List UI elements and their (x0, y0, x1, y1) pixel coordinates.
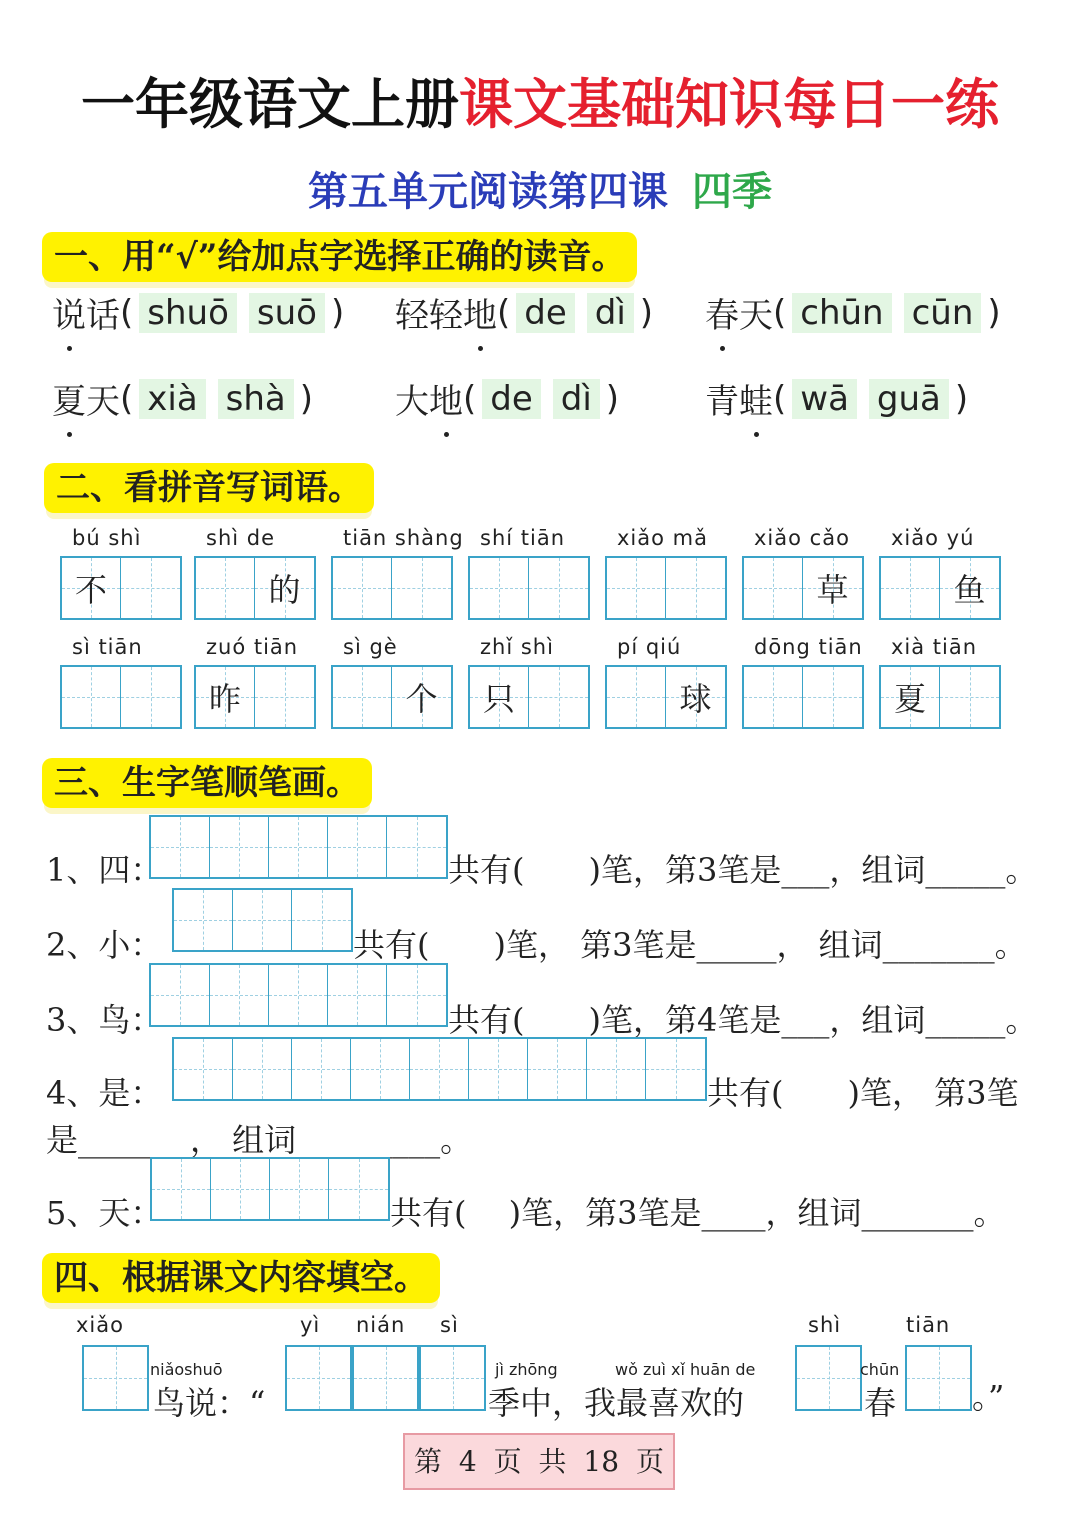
given-character: 的 (268, 571, 301, 609)
stroke-question: 共有( )笔，第3笔是___，组词_____。 (448, 851, 1038, 889)
pinyin-option[interactable]: xià (139, 379, 205, 419)
close-paren: ) (954, 378, 969, 419)
grid-cell[interactable] (174, 890, 233, 950)
pinyin-label: nián (356, 1313, 406, 1337)
close-paren: ) (987, 292, 1001, 333)
grid-cell[interactable] (469, 1039, 528, 1099)
grid-cell[interactable] (666, 667, 725, 727)
emphasis-dot-icon (67, 346, 72, 351)
pinyin-label: sì gè (343, 635, 398, 659)
stroke-question-continued: 是_______， 组词_________。 (46, 1121, 473, 1159)
stroke-item-label: 1、四： (46, 851, 163, 889)
pinyin-label: tiān (906, 1313, 951, 1337)
pinyin-label: sì tiān (72, 635, 143, 659)
grid-cell[interactable] (607, 667, 666, 727)
grid-cell[interactable] (174, 1039, 233, 1099)
word: 青蛙 (705, 382, 773, 422)
grid-cell[interactable] (470, 558, 529, 618)
grid-cell[interactable] (121, 667, 180, 727)
pinyin-option[interactable]: chūn (792, 293, 891, 333)
pinyin-option[interactable]: suō (249, 293, 325, 333)
pinyin-label: xiǎo (76, 1313, 124, 1337)
writing-grid[interactable] (905, 1345, 972, 1411)
stroke-item-label: 2、小： (46, 926, 163, 964)
writing-grid[interactable] (194, 665, 316, 729)
emphasis-dot-icon (720, 346, 725, 351)
pinyin-label: shì (808, 1313, 842, 1337)
word-wrapper (705, 374, 773, 423)
close-paren: ) (605, 378, 620, 419)
grid-cell[interactable] (392, 667, 451, 727)
grid-cell[interactable] (940, 667, 999, 727)
grid-cell[interactable] (387, 965, 446, 1025)
writing-grid[interactable] (331, 665, 453, 729)
grid-cell[interactable] (328, 965, 387, 1025)
grid-cell[interactable] (940, 558, 999, 618)
grid-cell[interactable] (410, 1039, 469, 1099)
word-wrapper (52, 374, 120, 423)
given-character: 草 (816, 571, 849, 609)
grid-cell[interactable] (333, 558, 392, 618)
writing-grid[interactable] (468, 556, 590, 620)
grid-cell[interactable] (421, 1347, 484, 1409)
grid-cell[interactable] (666, 558, 725, 618)
grid-cell[interactable] (62, 667, 121, 727)
grid-cell[interactable] (287, 1347, 350, 1409)
reading-choice-item (52, 374, 313, 423)
grid-cell[interactable] (151, 817, 210, 877)
writing-grid[interactable] (468, 665, 590, 729)
grid-cell[interactable] (907, 1347, 970, 1409)
grid-cell[interactable] (196, 558, 255, 618)
writing-grid[interactable] (795, 1345, 862, 1411)
pinyin-label: tiān shàng (343, 526, 464, 550)
grid-cell[interactable] (646, 1039, 705, 1099)
word-wrapper (52, 288, 120, 337)
grid-cell[interactable] (292, 890, 351, 950)
grid-cell[interactable] (210, 817, 269, 877)
pinyin-option[interactable]: de (482, 379, 541, 419)
grid-cell[interactable] (233, 890, 292, 950)
word: 轻轻地 (395, 296, 497, 336)
pinyin-label: yì (300, 1313, 321, 1337)
grid-cell[interactable] (255, 558, 314, 618)
grid-cell[interactable] (152, 1159, 211, 1219)
writing-grid[interactable] (879, 556, 1001, 620)
word: 夏天 (52, 382, 120, 422)
pinyin-label: shì de (206, 526, 276, 550)
title-practice: 课文基础知识每日一练 (459, 72, 999, 136)
sentence-text: 春 (864, 1384, 897, 1422)
grid-cell[interactable] (233, 1039, 292, 1099)
section2-heading: 二、看拼音写词语。 (44, 463, 374, 513)
emphasis-dot-icon (754, 432, 759, 437)
writing-grid[interactable] (60, 665, 182, 729)
grid-cell[interactable] (328, 817, 387, 877)
open-paren: ( (497, 292, 511, 333)
given-character: 夏 (893, 680, 926, 718)
emphasis-dot-icon (478, 346, 483, 351)
grid-cell[interactable] (587, 1039, 646, 1099)
writing-grid[interactable] (742, 556, 864, 620)
emphasis-dot-icon (444, 432, 449, 437)
grid-cell[interactable] (269, 965, 328, 1025)
pinyin-option[interactable]: shuō (139, 293, 237, 333)
writing-grid[interactable] (172, 1037, 707, 1101)
grid-cell[interactable] (354, 1347, 417, 1409)
grid-cell[interactable] (392, 558, 451, 618)
sentence-text: 季中，我最喜欢的 (488, 1384, 745, 1422)
writing-grid[interactable] (419, 1345, 486, 1411)
sentence-text: 。” (972, 1378, 1005, 1416)
writing-grid[interactable] (331, 556, 453, 620)
pinyin-label: xiǎo cǎo (754, 526, 850, 550)
stroke-question: 共有( )笔，第4笔是___，组词_____。 (448, 1001, 1038, 1039)
grid-cell[interactable] (351, 1039, 410, 1099)
given-character: 球 (679, 680, 712, 718)
writing-grid[interactable] (150, 1157, 390, 1221)
writing-grid[interactable] (285, 1345, 352, 1411)
writing-grid[interactable] (60, 556, 182, 620)
given-character: 昨 (208, 680, 241, 718)
stroke-item-label: 5、天： (46, 1194, 163, 1232)
pinyin-label: dōng tiān (754, 635, 863, 659)
given-character: 不 (74, 571, 107, 609)
word-wrapper (395, 288, 497, 337)
writing-grid[interactable] (742, 665, 864, 729)
grid-cell[interactable] (744, 558, 803, 618)
close-paren: ) (639, 292, 654, 333)
grid-cell[interactable] (255, 667, 314, 727)
grid-cell[interactable] (797, 1347, 860, 1409)
title-grade: 一年级语文上册 (81, 72, 459, 136)
pinyin-label: jì zhōng (495, 1360, 558, 1379)
grid-cell[interactable] (529, 558, 588, 618)
pinyin-option[interactable]: wā (792, 379, 857, 419)
pinyin-label: xià tiān (891, 635, 978, 659)
close-paren: ) (299, 378, 314, 419)
word-wrapper (395, 374, 463, 423)
grid-cell[interactable] (470, 667, 529, 727)
grid-cell[interactable] (151, 965, 210, 1025)
pinyin-label: sì (440, 1313, 459, 1337)
pinyin-label: xiǎo yú (891, 526, 975, 550)
pinyin-label: niǎoshuō (150, 1360, 223, 1379)
grid-cell[interactable] (84, 1347, 147, 1409)
grid-cell[interactable] (211, 1159, 270, 1219)
writing-grid[interactable] (82, 1345, 149, 1411)
writing-grid[interactable] (194, 556, 316, 620)
section3-heading: 三、生字笔顺笔画。 (42, 758, 372, 808)
pinyin-option[interactable]: dì (587, 293, 634, 333)
pinyin-label: xiǎo mǎ (617, 526, 708, 550)
grid-cell[interactable] (292, 1039, 351, 1099)
page-indicator: 第 4 页 共 18 页 (403, 1433, 675, 1490)
given-character: 鱼 (953, 571, 986, 609)
grid-cell[interactable] (329, 1159, 388, 1219)
pinyin-label: pí qiú (617, 635, 682, 659)
lesson-name: 第五单元阅读第四课 (308, 168, 668, 215)
open-paren: ( (120, 292, 134, 333)
grid-cell[interactable] (803, 558, 862, 618)
reading-choice-item (395, 288, 653, 337)
stroke-question: 共有( )笔，第3笔是____，组词_______。 (390, 1194, 1006, 1232)
grid-cell[interactable] (528, 1039, 587, 1099)
pinyin-label: zuó tiān (206, 635, 299, 659)
word: 说话 (52, 296, 120, 336)
worksheet-title (0, 62, 1080, 139)
grid-cell[interactable] (881, 667, 940, 727)
lesson-topic: 四季 (692, 168, 772, 215)
stroke-question: 共有( )笔， 第3笔是_____， 组词_______。 (353, 926, 1027, 964)
word: 大地 (395, 382, 463, 422)
section1-heading: 一、用“√”给加点字选择正确的读音。 (42, 232, 637, 282)
pinyin-option[interactable]: shà (218, 379, 294, 419)
emphasis-dot-icon (67, 432, 72, 437)
pinyin-label: chūn (860, 1360, 900, 1379)
grid-cell[interactable] (121, 558, 180, 618)
close-paren: ) (330, 292, 345, 333)
grid-cell[interactable] (387, 817, 446, 877)
open-paren: ( (773, 292, 787, 333)
pinyin-label: bú shì (72, 526, 142, 550)
reading-choice-item (705, 288, 1001, 337)
stroke-item-label: 4、是： (46, 1074, 163, 1112)
writing-grid[interactable] (605, 665, 727, 729)
writing-grid[interactable] (352, 1345, 419, 1411)
grid-cell[interactable] (529, 667, 588, 727)
section4-heading: 四、根据课文内容填空。 (42, 1253, 440, 1303)
pinyin-label: wǒ zuì xǐ huān de (615, 1360, 756, 1379)
open-paren: ( (120, 378, 134, 419)
grid-cell[interactable] (210, 965, 269, 1025)
grid-cell[interactable] (269, 817, 328, 877)
writing-grid[interactable] (149, 815, 448, 879)
given-character: 个 (405, 680, 438, 718)
writing-grid[interactable] (605, 556, 727, 620)
grid-cell[interactable] (196, 667, 255, 727)
given-character: 只 (482, 680, 515, 718)
grid-cell[interactable] (270, 1159, 329, 1219)
sentence-text: 鸟说：“ (153, 1384, 266, 1422)
writing-grid[interactable] (879, 665, 1001, 729)
pinyin-label: shí tiān (480, 526, 566, 550)
open-paren: ( (463, 378, 477, 419)
stroke-question: 共有( )笔， 第3笔 (707, 1074, 1019, 1112)
reading-choice-item (52, 288, 344, 337)
pinyin-option[interactable]: dì (553, 379, 600, 419)
pinyin-label: zhǐ shì (480, 635, 554, 659)
reading-choice-item (395, 374, 619, 423)
pinyin-option[interactable]: guā (869, 379, 949, 419)
reading-choice-item (705, 374, 968, 423)
word: 春天 (705, 296, 773, 336)
lesson-subtitle (0, 160, 1080, 217)
grid-cell[interactable] (744, 667, 803, 727)
pinyin-option[interactable]: cūn (904, 293, 982, 333)
grid-cell[interactable] (62, 558, 121, 618)
grid-cell[interactable] (607, 558, 666, 618)
pinyin-option[interactable]: de (516, 293, 575, 333)
stroke-item-label: 3、鸟： (46, 1001, 163, 1039)
open-paren: ( (773, 378, 787, 419)
writing-grid[interactable] (149, 963, 448, 1027)
writing-grid[interactable] (172, 888, 353, 952)
word-wrapper (705, 288, 773, 337)
grid-cell[interactable] (803, 667, 862, 727)
grid-cell[interactable] (333, 667, 392, 727)
grid-cell[interactable] (881, 558, 940, 618)
